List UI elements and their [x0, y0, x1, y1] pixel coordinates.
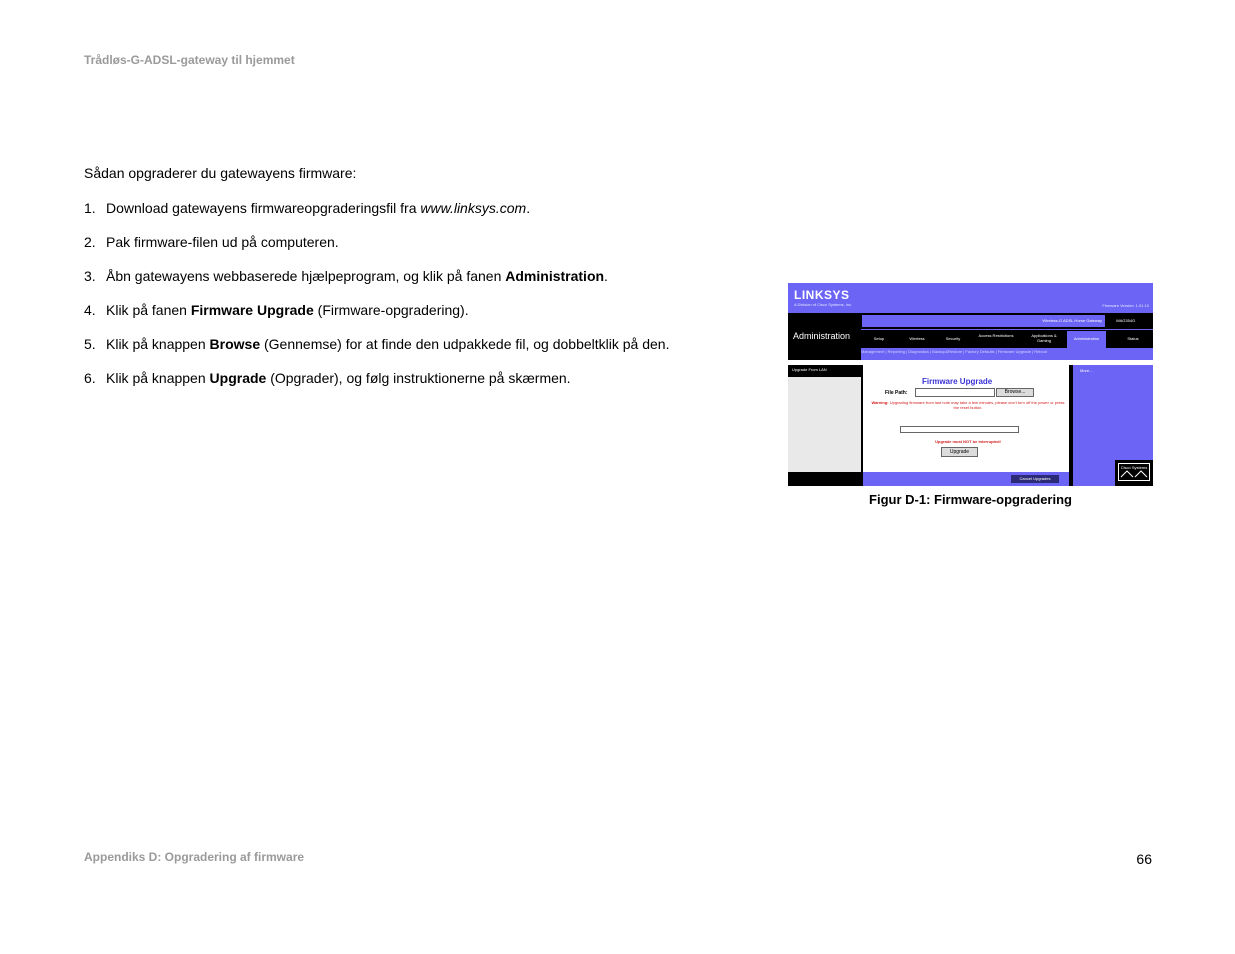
warning-label: Warning: [871, 400, 889, 405]
warning-message [870, 400, 1066, 410]
upgrade-progress-bar [900, 426, 1019, 433]
file-path-label: File Path: [885, 390, 908, 396]
sub-tabs[interactable]: Management | Reporting | Diagnostics | Backup&Restore | Factory Defaults | Firmware Upgrade | Reboot [861, 348, 1153, 356]
step-number: 5. [84, 336, 96, 352]
step-bold-text: Firmware Upgrade [190, 302, 314, 318]
figure-caption: Figur D-1: Firmware-opgradering [869, 492, 1072, 507]
tab-setup[interactable]: Setup [873, 336, 885, 341]
step-text: Pak firmware-filen ud på computeren. [106, 234, 339, 250]
tab-administration[interactable]: Administration [1073, 336, 1100, 341]
step-link-text: www.linksys.com [420, 200, 527, 216]
step-text-end: (Gennemse) for at finde den udpakkede fil, og dobbeltklik på den. [260, 336, 670, 352]
linksys-logo: LINKSYS [794, 288, 850, 302]
tab-access-restrictions[interactable]: Access Restrictions [978, 333, 1014, 338]
document-header: Trådløs-G-ADSL-gateway til hjemmet [84, 53, 295, 67]
logo-subtitle: A Division of Cisco Systems, Inc. [794, 302, 853, 307]
step-item [84, 370, 669, 404]
warning-text: Upgrading firmware from last note may take a few minutes, please don't turn off the power or press the reset button. [889, 400, 1065, 410]
upgrade-from-lan-label: Upgrade From LAN [792, 367, 827, 372]
upgrade-button[interactable]: Upgrade [941, 447, 978, 457]
step-item [84, 302, 669, 336]
cisco-bridge-icon [1120, 470, 1148, 478]
step-text-end: . [604, 268, 608, 284]
tab-applications-gaming[interactable]: Applications & Gaming [1031, 333, 1057, 343]
step-bold-text: Browse [209, 336, 261, 352]
step-text: Download gatewayens firmwareopgraderingsfil fra [106, 200, 421, 216]
step-number: 1. [84, 200, 96, 216]
step-number: 2. [84, 234, 96, 250]
left-footer [788, 472, 861, 486]
cisco-logo [1118, 463, 1150, 481]
step-text-end: . [526, 200, 531, 216]
file-path-input[interactable] [915, 388, 995, 397]
step-number: 6. [84, 370, 96, 386]
model-number: WAG354G [1116, 318, 1136, 323]
product-name: Wireless-G ADSL Home Gateway [862, 315, 1105, 327]
firmware-upgrade-title: Firmware Upgrade [922, 377, 993, 386]
step-bold-text: Upgrade [209, 370, 267, 386]
intro-text: Sådan opgraderer du gatewayens firmware: [84, 165, 357, 181]
firmware-upgrade-screenshot [788, 283, 1153, 486]
step-number: 4. [84, 302, 96, 318]
step-bold-text: Administration [505, 268, 605, 284]
step-text: Klik på knappen [106, 370, 210, 386]
step-text-end: (Opgrader), og følg instruktionerne på skærmen. [266, 370, 571, 386]
step-number: 3. [84, 268, 96, 284]
step-item [84, 234, 669, 268]
section-title: Administration [793, 331, 851, 341]
left-column [788, 365, 861, 486]
browse-button[interactable]: Browse... [996, 388, 1034, 397]
step-item [84, 268, 669, 302]
step-item [84, 336, 669, 370]
step-text: Åbn gatewayens webbaserede hjælpeprogram, og klik på fanen [106, 268, 506, 284]
cisco-logo-text: Cisco Systems [1120, 465, 1148, 470]
tab-security[interactable]: Security [945, 336, 961, 341]
step-text-end: (Firmware-opgradering). [313, 302, 469, 318]
tab-status[interactable]: Status [1127, 336, 1139, 341]
step-text: Klik på knappen [106, 336, 210, 352]
must-not-interrupt-text: Upgrade must NOT be interrupted! [935, 439, 1001, 444]
more-link[interactable]: More... [1080, 368, 1093, 373]
page-number: 66 [1136, 851, 1152, 867]
tab-wireless[interactable]: Wireless [909, 336, 925, 341]
step-item [84, 200, 669, 234]
footer-section-title: Appendiks D: Opgradering af firmware [84, 850, 305, 864]
step-text: Klik på fanen [106, 302, 191, 318]
steps-list [84, 200, 669, 404]
firmware-version: Firmware Version: 1.01.10 [1102, 303, 1149, 308]
cancel-upgrades-button[interactable]: Cancel Upgrades [1011, 475, 1059, 483]
